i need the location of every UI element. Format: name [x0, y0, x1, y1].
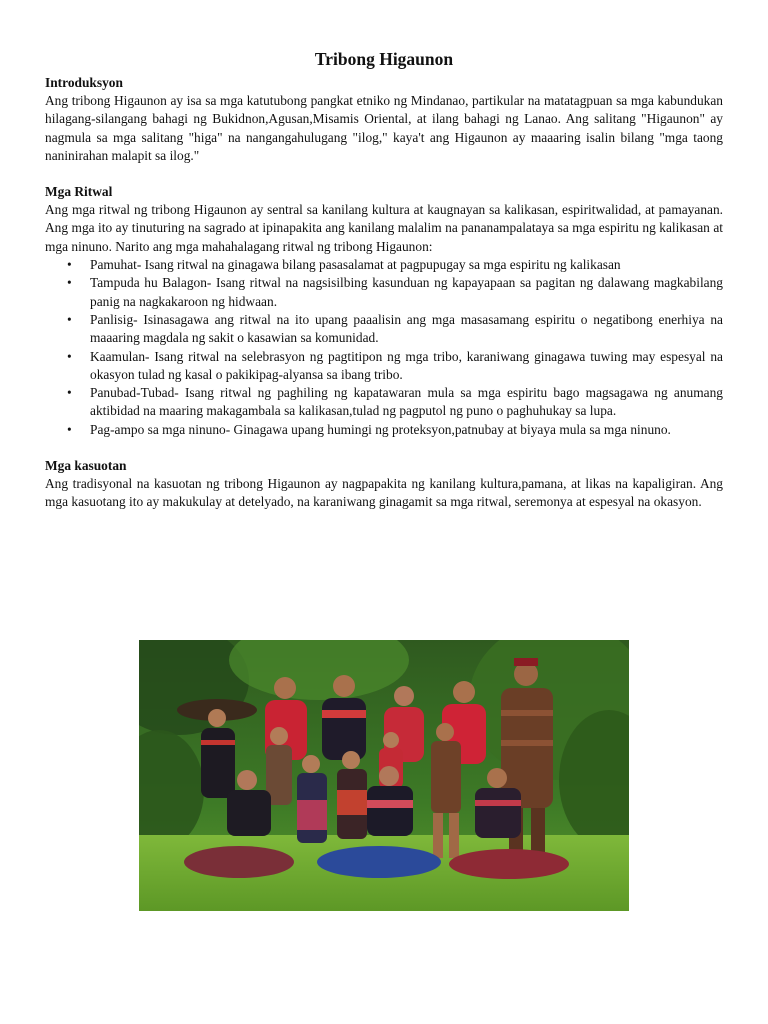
intro-section: [45, 74, 723, 165]
clothing-heading: Mga kasuotan: [45, 458, 127, 474]
clothing-paragraph: Ang tradisyonal na kasuotan ng tribong Higaunon ay nagpapakita ng kanilang kultura,pamana, at likas na kapaligiran. Ang mga kasuotang ito ay makukulay at detelyado, na karaniwang ginagamit sa mga ritwal, seremonya at espesyal na okasyon.: [45, 476, 723, 510]
rituals-paragraph: Ang mga ritwal ng tribong Higaunon ay sentral sa kanilang kultura at kaugnayan sa kalikasan, espiritwalidad, at pamayanan. Ang mga ito ay tinuturing na sagrado at ipinapakita ang kanilang malalim na pananampalataya sa mga espiritu ng kalikasan at mga ninuno. Narito ang mga mahahalagang ritwal ng tribong Higaunon:: [45, 202, 723, 254]
list-item: [45, 311, 723, 348]
bullet-icon: •: [67, 275, 72, 291]
list-item: [45, 421, 723, 439]
ritual-text: Panlisig- Isinasagawa ang ritwal na ito upang paaalisin ang mga masasamang espiritu o negatibong enerhiya na maaaring magdala ng sakit o kasawian sa komunidad.: [90, 311, 723, 346]
bullet-icon: •: [67, 348, 72, 364]
ritual-text: Tampuda hu Balagon- Isang ritwal na nagsisilbing kasunduan ng kapayapaan sa pagitan ng dalawang magkabilang panig na nagkakaroon ng hidwaan.: [90, 275, 723, 309]
page-title: Tribong Higaunon: [314, 49, 454, 69]
ritual-text: Pag-ampo sa mga ninuno- Ginagawa upang humingi ng proteksyon,patnubay at biyaya mula sa mga ninuno.: [90, 421, 671, 437]
bullet-icon: •: [67, 311, 72, 327]
rituals-heading: Mga Ritwal: [45, 184, 113, 200]
bullet-icon: •: [67, 257, 72, 273]
list-item: [45, 256, 723, 274]
clothing-section: [45, 457, 723, 512]
rituals-list: [45, 256, 723, 439]
intro-heading: Introduksyon: [45, 75, 123, 90]
bullet-icon: •: [67, 421, 72, 437]
bullet-icon: •: [67, 385, 72, 401]
ritual-text: Panubad-Tubad- Isang ritwal ng paghiling ng kapatawaran mula sa mga espiritu bago magsagawa ng anumang aktibidad na maaring makagambala sa kalikasan,tulad ng pagputol ng puno o paghuhukay sa lupa.: [90, 385, 723, 419]
intro-paragraph: Ang tribong Higaunon ay isa sa mga katutubong pangkat etniko ng Mindanao, partikular na matatagpuan sa mga kabundukan hilagang-silangang bahagi ng Bukidnon,Agusan,Misamis Oriental, at ilang bahagi ng Lanao. Ang salitang "Higaunon" ay nagmula sa mga salitang "higa" na nangangahulugang "ilog," kaya't ang Higaunon ay maaaring isalin bilang "mga taong naninirahan malapit sa ilog.": [45, 93, 723, 163]
document-page: [45, 48, 723, 512]
ritual-text: Kaamulan- Isang ritwal na selebrasyon ng pagtitipon ng mga tribo, karaniwang ginagawa tuwing may espesyal na okasyon tulad ng kasal o pakikipag-alyansa sa ibang tribo.: [90, 348, 723, 382]
group-photo: [139, 640, 629, 911]
list-item: [45, 348, 723, 385]
list-item: [45, 274, 723, 311]
rituals-section: [45, 183, 723, 439]
list-item: [45, 384, 723, 421]
ritual-text: Pamuhat- Isang ritwal na ginagawa bilang pasasalamat at pagpupugay sa mga espiritu ng kalikasan: [90, 257, 621, 273]
